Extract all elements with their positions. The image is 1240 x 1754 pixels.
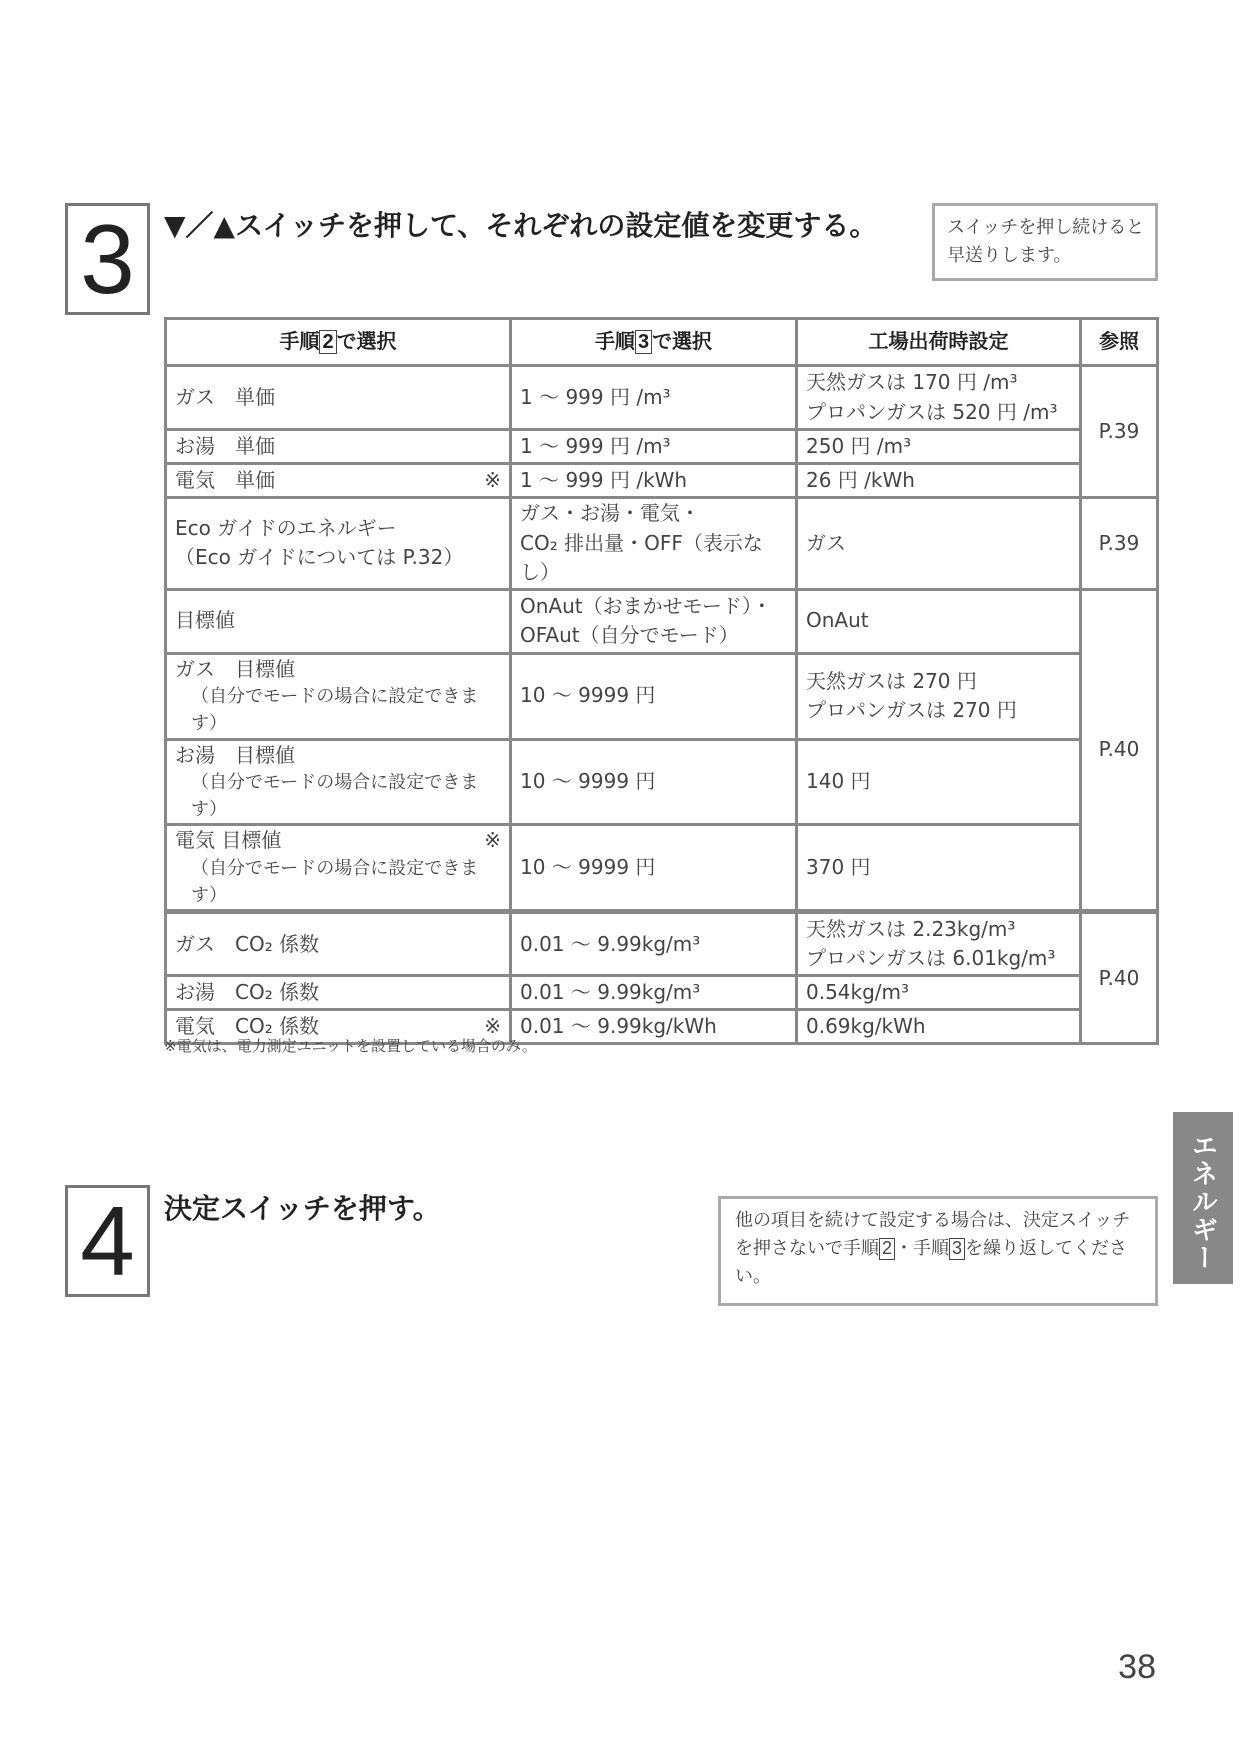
step-2-box: 2 xyxy=(879,1238,895,1260)
default-cell: 0.54kg/m³ xyxy=(797,976,1081,1010)
range-cell: 10 ～ 9999 円 xyxy=(511,653,797,739)
step-2-box: 2 xyxy=(319,330,336,354)
header-step2-select: 手順 2 で選択 xyxy=(166,319,511,366)
step-3-box: 3 xyxy=(949,1238,965,1260)
default-cell: 天然ガスは 2.23kg/m³ プロパンガスは 6.01kg/m³ xyxy=(797,912,1081,976)
range-cell: 0.01 ～ 9.99kg/m³ xyxy=(511,976,797,1010)
table-row xyxy=(166,589,1158,653)
table-row xyxy=(166,464,1158,498)
item-cell: 目標値 xyxy=(166,589,511,653)
item-cell: 電気 CO₂ 係数 ※ xyxy=(166,1010,511,1044)
default-cell: 天然ガスは 170 円 /m³ プロパンガスは 520 円 /m³ xyxy=(797,366,1081,430)
default-cell: 250 円 /m³ xyxy=(797,430,1081,464)
table-header-row xyxy=(166,319,1158,366)
range-cell: 10 ～ 9999 円 xyxy=(511,739,797,825)
footnote-mark: ※ xyxy=(484,1014,501,1039)
table-row xyxy=(166,653,1158,739)
reference-cell: P.40 xyxy=(1081,589,1158,912)
item-cell: ガス 単価 xyxy=(166,366,511,430)
default-cell: ガス xyxy=(797,498,1081,590)
step-3-note: スイッチを押し続けると早送りします。 xyxy=(932,203,1158,281)
header-step3-select: 手順 3 で選択 xyxy=(511,319,797,366)
header-factory-default: 工場出荷時設定 xyxy=(797,319,1081,366)
range-cell: 0.01 ～ 9.99kg/m³ xyxy=(511,912,797,976)
step-3-title: ▼／▲スイッチを押して、それぞれの設定値を変更する。 xyxy=(164,209,878,242)
reference-cell: P.40 xyxy=(1081,912,1158,1044)
step-4-number: 4 xyxy=(65,1185,150,1297)
range-cell: 1 ～ 999 円 /m³ xyxy=(511,366,797,430)
item-cell: ガス 目標値 （自分でモードの場合に設定できます） xyxy=(166,653,511,739)
step-3-box: 3 xyxy=(635,330,652,354)
table-row xyxy=(166,739,1158,825)
item-cell: 電気 単価 ※ xyxy=(166,464,511,498)
default-cell: OnAut xyxy=(797,589,1081,653)
step-3-number: 3 xyxy=(65,203,150,315)
item-cell: ガス CO₂ 係数 xyxy=(166,912,511,976)
default-cell: 26 円 /kWh xyxy=(797,464,1081,498)
default-cell: 天然ガスは 270 円 プロパンガスは 270 円 xyxy=(797,653,1081,739)
footnote: ※電気は、電力測定ユニットを設置している場合のみ。 xyxy=(164,1037,537,1055)
step-4-title: 決定スイッチを押す。 xyxy=(164,1192,441,1225)
range-cell: 0.01 ～ 9.99kg/kWh xyxy=(511,1010,797,1044)
item-cell: Eco ガイドのエネルギー （Eco ガイドについては P.32） xyxy=(166,498,511,590)
header-reference: 参照 xyxy=(1081,319,1158,366)
settings-table xyxy=(164,317,1159,1045)
reference-cell: P.39 xyxy=(1081,498,1158,590)
range-cell: OnAut（おまかせモード）・ OFAut（自分でモード） xyxy=(511,589,797,653)
default-cell: 370 円 xyxy=(797,825,1081,912)
item-cell: お湯 目標値 （自分でモードの場合に設定できます） xyxy=(166,739,511,825)
item-cell: 電気 目標値 ※ （自分でモードの場合に設定できます） xyxy=(166,825,511,912)
step-4-note: 他の項目を続けて設定する場合は、決定スイッチを押さないで手順 2 ・手順 3 を繰り返してください。 xyxy=(718,1196,1158,1306)
table-row xyxy=(166,430,1158,464)
footnote-mark: ※ xyxy=(484,467,501,492)
item-cell: お湯 単価 xyxy=(166,430,511,464)
range-cell: 1 ～ 999 円 /m³ xyxy=(511,430,797,464)
range-cell: 1 ～ 999 円 /kWh xyxy=(511,464,797,498)
page-number: 38 xyxy=(1118,1648,1156,1686)
section-tab-energy: エネルギー xyxy=(1173,1112,1233,1284)
reference-cell: P.39 xyxy=(1081,366,1158,498)
table-row xyxy=(166,912,1158,976)
default-cell: 0.69kg/kWh xyxy=(797,1010,1081,1044)
range-cell: 10 ～ 9999 円 xyxy=(511,825,797,912)
footnote-mark: ※ xyxy=(484,828,501,853)
range-cell: ガス・お湯・電気・ CO₂ 排出量・OFF（表示なし） xyxy=(511,498,797,590)
item-cell: お湯 CO₂ 係数 xyxy=(166,976,511,1010)
default-cell: 140 円 xyxy=(797,739,1081,825)
table-row xyxy=(166,498,1158,590)
table-row xyxy=(166,976,1158,1010)
table-row xyxy=(166,825,1158,912)
table-row xyxy=(166,366,1158,430)
